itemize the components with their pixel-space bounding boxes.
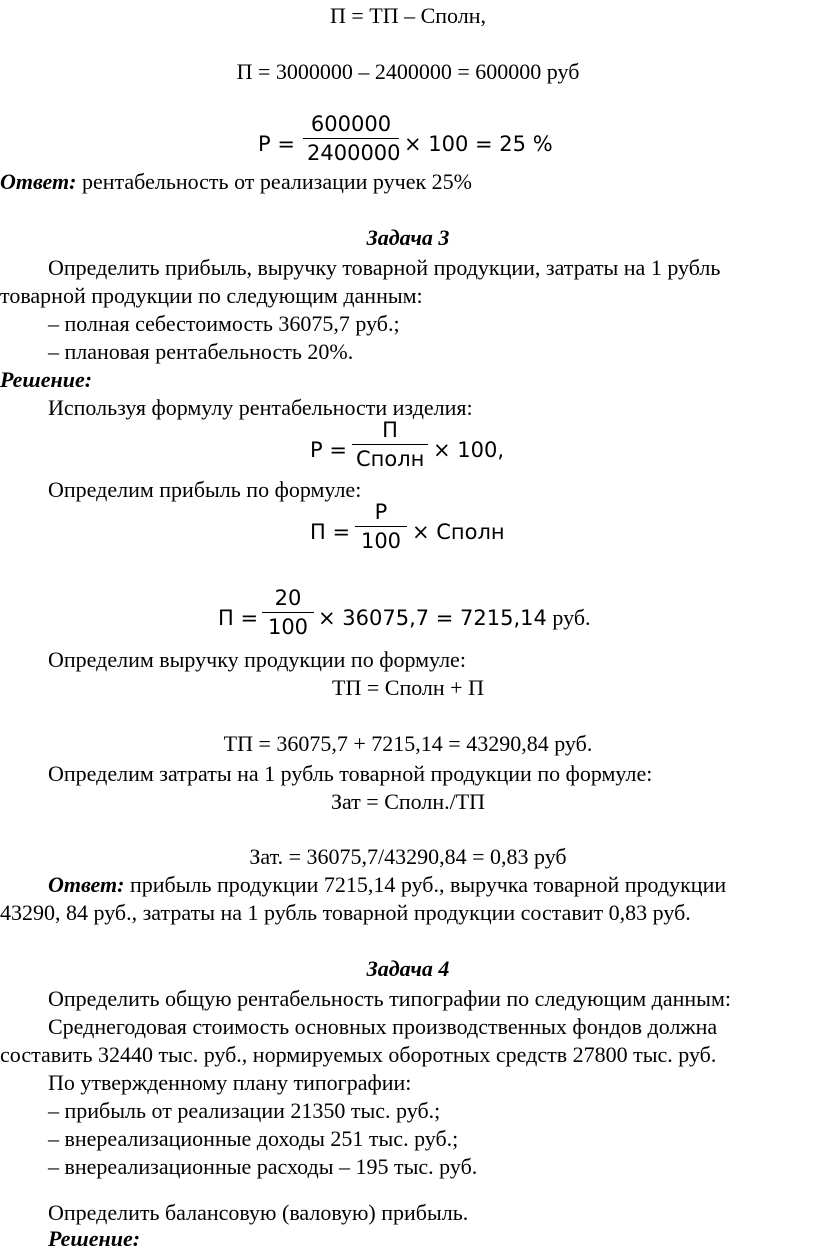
denominator: 2400000 (307, 141, 401, 165)
answer-text: рентабельность от реализации ручек 25% (76, 169, 472, 194)
formula-lhs: Р = (258, 132, 295, 156)
numerator: Р (374, 500, 388, 524)
task4-plan-heading: По утвержденному плану типографии: (48, 1070, 412, 1095)
answer-line (0, 168, 472, 196)
task3-item-cost: – полная себестоимость 36075,7 руб.; (48, 311, 400, 336)
task3-step-text: Определим выручку продукции по формуле: (48, 647, 466, 672)
formula-revenue-def: ТП = Сполн + П (332, 675, 484, 700)
formula-lhs: П = (310, 520, 351, 544)
formula-lhs: Р = (310, 438, 347, 462)
formula-rhs: × 100 = 25 % (404, 132, 553, 156)
task4-question: Определить балансовую (валовую) прибыль. (48, 1200, 469, 1225)
formula-profit-calc: П = 3000000 – 2400000 = 600000 руб (236, 59, 580, 84)
denominator: 100 (267, 615, 309, 639)
task3-answer-line (48, 871, 726, 899)
formula-rhs-expr: × 36075,7 = 7215,14 (318, 606, 547, 630)
task4-item-expenses: – внереализационные расходы – 195 тыс. руб. (48, 1154, 478, 1179)
answer-label: Ответ: (48, 872, 125, 897)
formula-rhs: × 100, (433, 438, 505, 462)
denominator: Сполн (356, 447, 425, 471)
task4-item-profit: – прибыль от реализации 21350 тыс. руб.; (48, 1098, 441, 1123)
formula-rhs (318, 604, 591, 632)
task4-paragraph: Среднегодовая стоимость основных производственных фондов должна (48, 1014, 718, 1039)
fraction (355, 500, 407, 553)
fraction (352, 418, 428, 471)
formula-profit-def: П = ТП – Сполн, (329, 3, 487, 28)
formula-unit: руб. (546, 605, 591, 630)
formula-cost-def: Зат = Сполн./ТП (330, 789, 486, 814)
denominator: 100 (360, 529, 402, 553)
numerator: 600000 (310, 112, 392, 136)
task4-paragraph-cont: составить 32440 тыс. руб., нормируемых оборотных средств 27800 тыс. руб. (0, 1042, 717, 1067)
task4-title: Задача 4 (366, 956, 450, 981)
task4-item-income: – внереализационные доходы 251 тыс. руб.; (48, 1126, 459, 1151)
answer-text: прибыль продукции 7215,14 руб., выручка товарной продукции (124, 872, 727, 897)
task3-step-text: Определим затраты на 1 рубль товарной продукции по формуле: (48, 761, 653, 786)
fraction (262, 586, 314, 639)
fraction (303, 112, 399, 165)
task3-answer-cont: 43290, 84 руб., затраты на 1 рубль товарной продукции составит 0,83 руб. (0, 900, 691, 925)
task3-item-rentability: – плановая рентабельность 20%. (48, 339, 354, 364)
formula-cost-calc: Зат. = 36075,7/43290,84 = 0,83 руб (249, 844, 567, 869)
formula-lhs: П = (218, 606, 259, 630)
task3-solution-label: Решение: (0, 367, 93, 392)
numerator: 20 (274, 586, 302, 610)
task4-solution-label: Решение: (48, 1226, 141, 1251)
formula-rhs: × Сполн (412, 520, 505, 544)
task3-paragraph: Определить прибыль, выручку товарной продукции, затраты на 1 рубль (48, 255, 721, 280)
task3-paragraph-cont: товарной продукции по следующим данным: (0, 283, 423, 308)
task3-title: Задача 3 (366, 225, 450, 250)
task4-paragraph: Определить общую рентабельность типографии по следующим данным: (48, 986, 731, 1011)
numerator: П (382, 418, 398, 442)
formula-revenue-calc: ТП = 36075,7 + 7215,14 = 43290,84 руб. (223, 731, 593, 756)
task3-step-text: Используя формулу рентабельности изделия: (48, 395, 473, 420)
task3-step-text: Определим прибыль по формуле: (48, 477, 362, 502)
answer-label: Ответ: (0, 169, 77, 194)
